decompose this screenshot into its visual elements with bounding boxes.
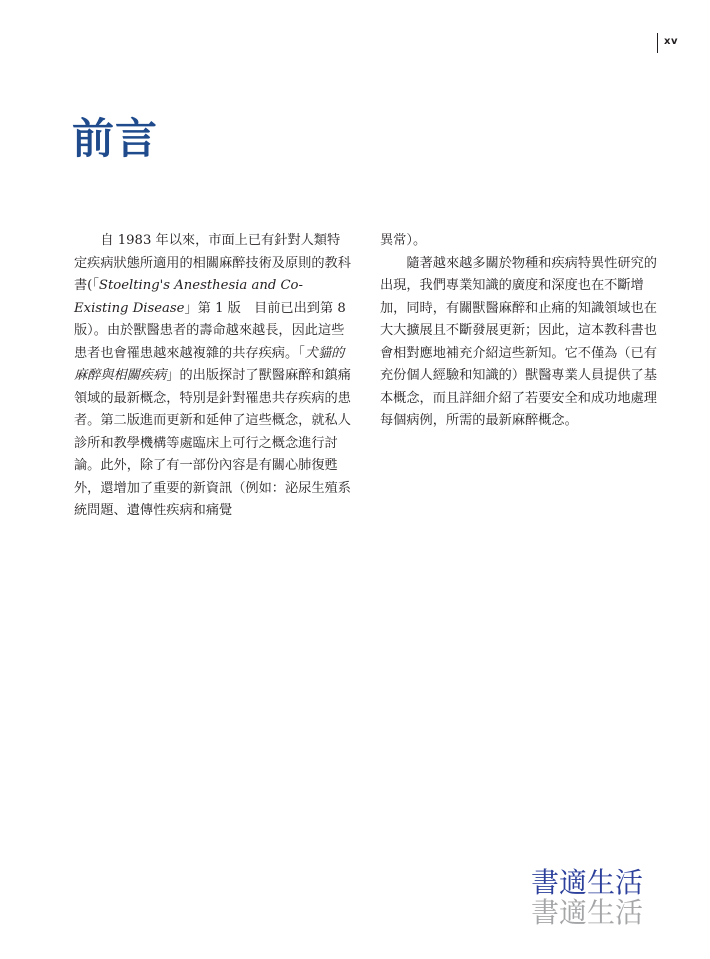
book-title-chinese: 犬貓的麻醉與相關疾病 <box>74 345 345 383</box>
book-title-english: Stoelting's Anesthesia and Co-Existing Disease <box>74 278 303 316</box>
left-column <box>74 230 352 523</box>
page-number: xv <box>664 36 678 47</box>
intro-paragraph <box>74 230 352 523</box>
intro-paragraph-continued: 異常）。 <box>380 233 427 248</box>
intro-text-part-2: 」第 1 版 目前已出到第 8 版）。由於獸醫患者的壽命越來越長，因此這些患者也會罹患越來越複雜的共存疾病。「 <box>74 300 346 361</box>
second-paragraph: 隨著越來越多關於物種和疾病特異性研究的出現，我們專業知識的廣度和深度也在不斷增加，同時，有關獸醫麻醉和止痛的知識領域也在大大擴展且不斷發展更新；因此，這本教科書也會相對應地補充介紹這些新知。它不僅為（已有充份個人經驗和知識的）獸醫專業人員提供了基本概念，而且詳細介紹了若要安全和成功地處理每個病例，所需的最新麻醉概念。 <box>380 255 657 428</box>
publisher-logo <box>531 868 643 928</box>
page-number-divider <box>657 33 658 53</box>
intro-text-part-3: 」的出版探討了獸醫麻醉和鎮痛領域的最新概念，特別是針對罹患共存疾病的患者。第二版進而更新和延伸了這些概念，就私人診所和教學機構等處臨床上可行之概念進行討論。此外，除了有一部份內容是有關心肺復甦外，還增加了重要的新資訊（例如：泌尿生殖系統問題、遺傳性疾病和痛覺 <box>74 368 351 518</box>
publisher-logo-secondary: 書適生活 <box>531 896 644 929</box>
page-title: 前言 <box>72 114 159 163</box>
intro-text-part-1: 自 1983 年以來，市面上已有針對人類特定疾病狀態所適用的相關麻醉技術及原則的教科書(「 <box>74 233 351 293</box>
right-column <box>380 230 658 433</box>
publisher-logo-primary: 書適生活 <box>531 866 644 899</box>
